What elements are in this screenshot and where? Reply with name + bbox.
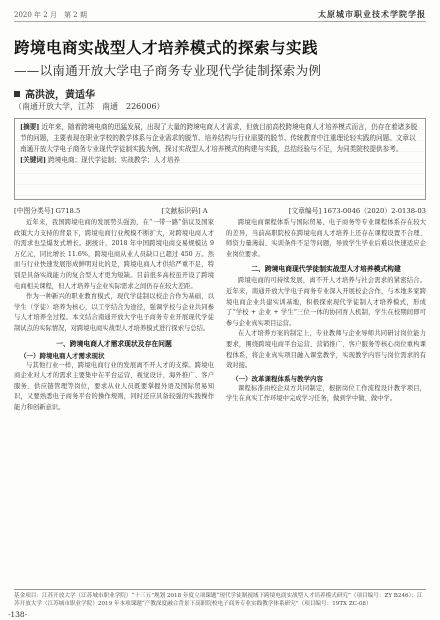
abstract-text: 近年来，随着跨境电商的迅猛发展，出现了大量的跨境电商人才需求，但就目前高校跨境电商人才培养模式而言，仍存在着诸多脱节的问题，主要表现在职业学校的教学体系与企业需求的脱节、培养结构与行业需要的脱节、传统教育中注重理论轻实践的问题。文章以南通开放大学电子商务专业现代学徒制实践为例，探讨实战型人才培养模式的构建与实践，总结经验与不足，为同类院校提供参考。: [20, 123, 418, 153]
body-paragraph: 课程标准由校企双方共同制定，根据岗位工作流程设计教学项目，学生在真实工作环境中完成学习任务，做到学中做、做中学。: [226, 384, 426, 403]
body-paragraph: 近年来，我国跨境电商的发展势头强劲，在“一带一路”倡议及国家政策大力支持的背景下，跨境电商行业规模不断扩大，对跨境电商人才的需求也呈爆发式增长。据统计，2018 年中国跨境电商交易规模达 9 万亿元，同比增长 11.6%，跨境电商从业人员缺口已超过 450 万。然而与行业快速发展形成鲜明对比的是，跨境电商人才供给严重不足，特别是具备实战能力的复合型人才更为短缺。目前很多高校虽开设了跨境电商相关课程，但人才培养与企业实际需求之间仍存在较大差距。: [14, 219, 214, 290]
funding-footnote: 基金项目：江苏开放大学（江苏城市职业学院）“十三五”规划 2018 年度立项课题“现代学徒制视域下跨境电商实战型人才培养模式研究”（项目编号：ZY B246）；江苏开放大学（江苏城市职业学院）2019 年本项课题“产教深度融合背景下高职院校电子商务专业实践教学体系研究”（项目编号：19TX ZC-08）: [14, 593, 423, 607]
section-heading: 一、跨境电商人才需求现状及存在问题: [56, 339, 172, 348]
body-paragraph: 跨境电商课程体系与国际贸易、电子商务等专业课程体系存在较大的差异，当前高职院校在跨境电商人才培养上还存在课程设置不合理、师资力量薄弱、实训条件不足等问题，导致学生毕业后难以快速适应企业岗位要求。: [226, 219, 426, 258]
body-column-right: [226, 218, 426, 583]
page-number: ·138·: [8, 610, 28, 619]
section-heading: 二、跨境电商现代学徒制实战型人才培养模式构建: [251, 265, 401, 274]
body-paragraph: 跨境电商的可持续发展，离不开人才培养与社会需求的紧密结合。近年来，南通开放大学电子商务专业深入开展校企合作，与本地多家跨境电商企业共建实训基地，积极探索现代学徒制人才培养模式，形成了“学校 + 企业 + 学生”三位一体的协同育人机制，学生在校期间即可参与企业真实项目运营。: [226, 277, 426, 327]
subsection-heading: （一）跨境电商人才需求现状: [20, 351, 105, 360]
abstract-label: [摘要]: [20, 123, 40, 131]
square-bullet-icon: [14, 91, 20, 97]
issue-info: 2020 年 2 月 第 2 期: [14, 11, 87, 19]
subsection-heading: （一）改革课程体系与教学内容: [232, 374, 323, 383]
classification-row: [14, 205, 426, 215]
article-title: 跨境电商实战型人才培养模式的探索与实践: [14, 38, 319, 57]
journal-name: 太原城市职业技术学院学报: [318, 9, 426, 19]
body-paragraph: 在人才培养方案的制定上，专业教师与企业导师共同研讨岗位能力要求，围绕跨境电商平台运营、营销推广、客户服务等核心岗位重构课程体系，将企业真实项目融入课堂教学，实现教学内容与岗位需求的有效对接。: [226, 330, 426, 370]
abstract-box: [14, 118, 426, 200]
body-column-left: [14, 218, 214, 583]
keywords-label: [关键词]: [20, 156, 47, 164]
article-subtitle: ——以南通开放大学电子商务专业现代学徒制探索为例: [14, 63, 322, 78]
document-code: [文献标识码] A: [161, 207, 208, 215]
body-paragraph: 与其他行业一样，跨境电商行业的发展离不开人才的支撑。跨境电商企业对人才的需求主要集中在平台运营、视觉设计、海外推广、客户服务、供应链管理等岗位，要求从业人员既要掌握外语及国际贸易知识，又要熟悉电子商务平台的操作规则，同时还应具备较强的实践操作能力和创新意识。: [14, 361, 214, 411]
footnote-divider: [14, 589, 426, 590]
author-names: 高洪波，黄适华: [25, 90, 95, 101]
author-affiliation: （南通开放大学，江苏 南通 226006）: [14, 102, 165, 111]
article-number: [文章编号] 1673-0046（2020）2-0138-03: [288, 207, 426, 215]
running-header: [14, 8, 426, 22]
clc-number: [中图分类号] G718.5: [14, 207, 81, 215]
keywords-text: 跨境电商；现代学徒制；实战教学；人才培养: [48, 156, 181, 164]
author-line: [14, 86, 95, 101]
body-paragraph: 作为一种新兴的职业教育模式，现代学徒制以校企合作为基础，以学生（学徒）培养为核心，以工学结合为途径，强调学校与企业共同参与人才培养全过程。本文结合南通开放大学电子商务专业开展现代学徒制试点的实际情况，对跨境电商实战型人才培养模式进行探索与总结。: [14, 293, 214, 332]
